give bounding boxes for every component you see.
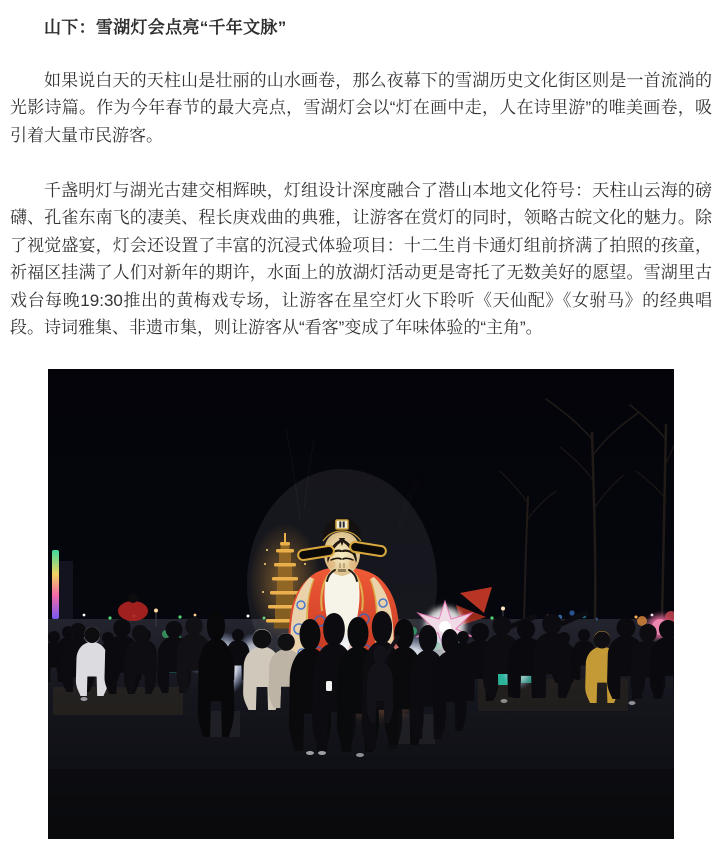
article-paragraph-2: 千盏明灯与湖光古建交相辉映，灯组设计深度融合了潜山本地文化符号：天柱山云海的磅礴、孔雀东南飞的凄美、程长庚戏曲的典雅，让游客在赏灯的同时，领略古皖文化的魅力。除了视觉盛宴，灯会还设置了丰富的沉浸式体验项目：十二生肖卡通灯组前挤满了拍照的孩童，祈福区挂满了人们对新年的期许，水面上的放湖灯活动更是寄托了无数美好的愿望。雪湖里古戏台每晚19:30推出的黄梅戏专场，让游客在星空灯火下聆听《天仙配》《女驸马》的经典唱段。诗词雅集、非遗市集，则让游客从“看客”变成了年味体验的“主角”。 [10,180,712,338]
rainbow-light-strip [52,550,59,619]
article-paragraph-1: 如果说白天的天柱山是壮丽的山水画卷，那么夜幕下的雪湖历史文化街区则是一首流淌的光影诗篇。作为今年春节的最大亮点，雪湖灯会以“灯在画中走，人在诗里游”的唯美画卷，吸引着大量市民游客。 [10,70,712,145]
article-title: 山下：雪湖灯会点亮“千年文脉” [44,18,287,37]
photo-vignette [48,769,674,839]
festival-photo[interactable] [48,369,674,839]
festival-photo-canvas [48,369,674,839]
distant-building [59,561,73,619]
